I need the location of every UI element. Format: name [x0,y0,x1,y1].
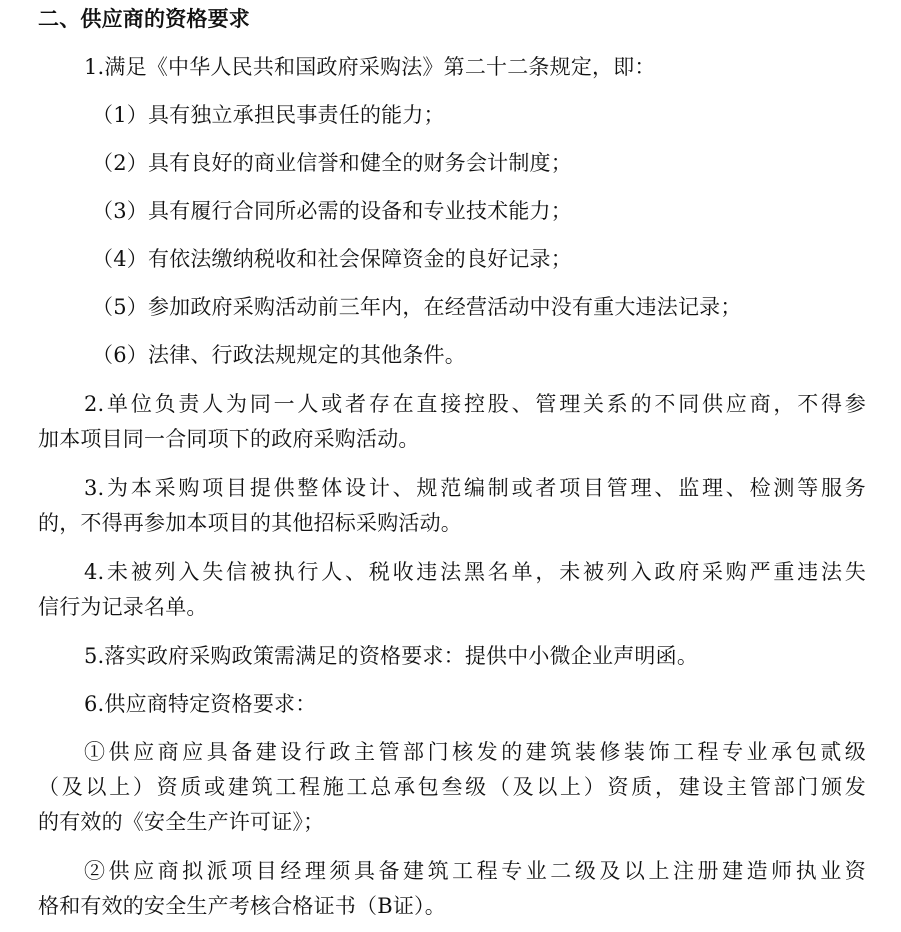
item-6-req-1-line-3: 的有效的《安全生产许可证》； [38,810,325,834]
item-1-sub-1: （1）具有独立承担民事责任的能力； [92,103,445,127]
item-4-line-2: 信行为记录名单。 [38,595,208,619]
item-5: 5.落实政府采购政策需满足的资格要求：提供中小微企业声明函。 [84,644,699,668]
item-2-line-2: 加本项目同一合同项下的政府采购活动。 [38,427,420,451]
item-2-line-1: 2.单位负责人为同一人或者存在直接控股、管理关系的不同供应商，不得参 [84,392,866,416]
item-3-line-2: 的，不得再参加本项目的其他招标采购活动。 [38,511,462,535]
item-1-sub-4: （4）有依法缴纳税收和社会保障资金的良好记录； [92,247,572,271]
item-1-sub-6: （6）法律、行政法规规定的其他条件。 [92,343,466,367]
item-1-sub-5: （5）参加政府采购活动前三年内，在经营活动中没有重大违法记录； [92,295,742,319]
item-6-req-1-line-1: ①供应商应具备建设行政主管部门核发的建筑装修装饰工程专业承包贰级 [84,740,866,764]
item-6-intro: 6.供应商特定资格要求： [84,692,317,716]
item-3-line-1: 3.为本采购项目提供整体设计、规范编制或者项目管理、监理、检测等服务 [84,476,866,500]
item-6-req-1-line-2: （及以上）资质或建筑工程施工总承包叁级（及以上）资质，建设主管部门颁发 [38,775,866,799]
item-1-intro: 1.满足《中华人民共和国政府采购法》第二十二条规定，即： [84,55,656,79]
section-title: 二、供应商的资格要求 [38,7,250,31]
item-6-req-2-line-1: ②供应商拟派项目经理须具备建筑工程专业二级及以上注册建造师执业资 [84,859,866,883]
item-4-line-1: 4.未被列入失信被执行人、税收违法黑名单，未被列入政府采购严重违法失 [84,560,866,584]
item-1-sub-2: （2）具有良好的商业信誉和健全的财务会计制度； [92,151,572,175]
item-1-sub-3: （3）具有履行合同所必需的设备和专业技术能力； [92,199,572,223]
item-6-req-2-line-2: 格和有效的安全生产考核合格证书（B证）。 [38,894,446,918]
